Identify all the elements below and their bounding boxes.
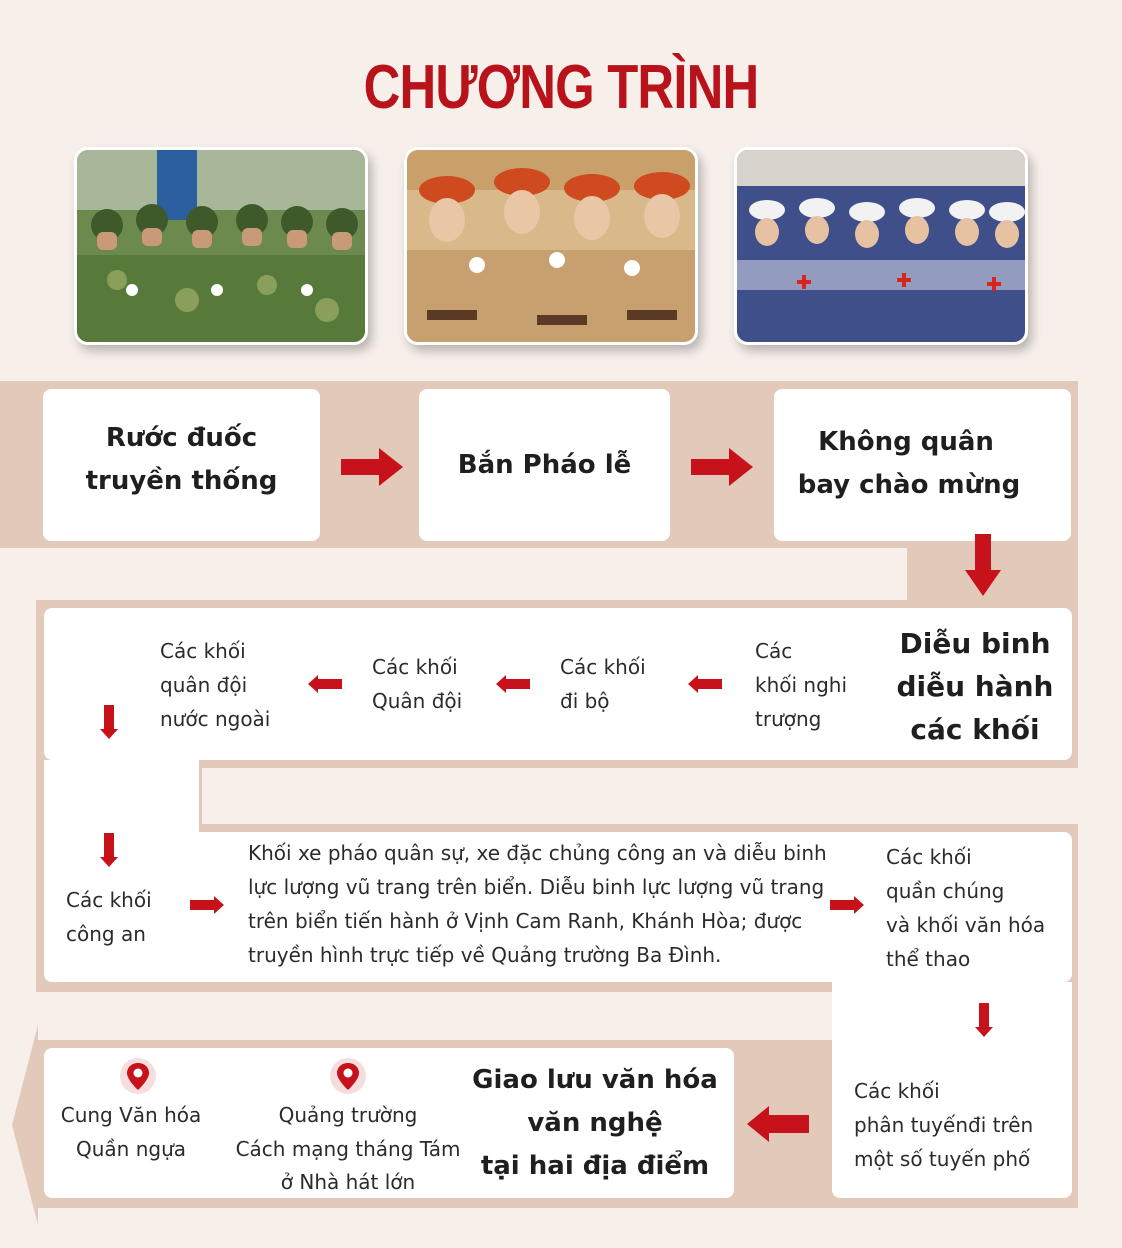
location-palace-line1: Cung Văn hóa <box>60 1103 202 1127</box>
item-ceremonial-line1: Các <box>755 639 793 663</box>
step-salute-label: Bắn Pháo lễ <box>457 450 632 480</box>
arrow-right-icon <box>830 896 864 914</box>
item-street-line2: phân tuyếnđi trên <box>854 1113 1034 1137</box>
step-torch-line2: truyền thống <box>85 466 278 496</box>
step-torch-line1: Rước đuốc <box>105 423 258 453</box>
item-infantry-line2: đi bộ <box>560 689 610 713</box>
item-street-line3: một số tuyến phố <box>854 1147 1031 1171</box>
arrow-down-icon <box>975 1003 993 1037</box>
parade-heading-line1: Diễu binh <box>899 627 1051 660</box>
location-pin-icon <box>330 1058 366 1094</box>
item-foreign-line3: nước ngoài <box>160 707 271 731</box>
item-police-line1: Các khối <box>66 888 152 912</box>
location-palace-line2: Quần ngựa <box>75 1137 186 1161</box>
item-masses-line2: quần chúng <box>886 879 1005 903</box>
arrow-down-icon <box>965 534 1001 596</box>
arrow-right-icon <box>341 448 403 486</box>
item-infantry-line1: Các khối <box>560 655 646 679</box>
item-police-line2: công an <box>66 922 146 946</box>
photo-soldiers <box>74 147 368 345</box>
arrow-left-icon <box>496 675 530 693</box>
vehicles-desc-line3: trên biển tiến hành ở Vịnh Cam Ranh, Khánh Hòa; được <box>248 909 803 933</box>
photo-police <box>404 147 698 345</box>
item-foreign-line2: quân đội <box>160 673 248 697</box>
item-army-line2: Quân đội <box>372 689 463 713</box>
vehicles-desc-line2: lực lượng vũ trang trên biển. Diễu binh lực lượng vũ trang <box>248 875 825 899</box>
parade-heading-line2: diễu hành <box>896 670 1054 703</box>
row4-band-arrowhead <box>10 1025 40 1225</box>
step-airforce-line1: Không quân <box>818 427 994 457</box>
item-masses-line1: Các khối <box>886 845 972 869</box>
item-street-line1: Các khối <box>854 1079 940 1103</box>
location-theatre-line2: Cách mạng tháng Tám <box>235 1137 461 1161</box>
parade-heading-line3: các khối <box>910 713 1040 746</box>
arrow-down-icon <box>100 833 118 867</box>
location-theatre-line1: Quảng trường <box>278 1103 418 1127</box>
culture-heading-line2: văn nghệ <box>527 1108 663 1138</box>
location-pin-icon <box>120 1058 156 1094</box>
culture-heading-line3: tại hai địa điểm <box>480 1151 710 1181</box>
culture-heading-line1: Giao lưu văn hóa <box>472 1065 718 1095</box>
arrow-right-icon <box>691 448 753 486</box>
location-theatre-line3: ở Nhà hát lớn <box>280 1170 416 1194</box>
arrow-right-icon <box>190 896 224 914</box>
item-ceremonial-line3: trượng <box>755 707 822 731</box>
item-army-line1: Các khối <box>372 655 458 679</box>
arrow-left-icon <box>747 1106 809 1142</box>
photo-medics <box>734 147 1028 345</box>
step-airforce-line2: bay chào mừng <box>797 470 1021 500</box>
arrow-left-icon <box>688 675 722 693</box>
item-masses-line4: thể thao <box>886 947 971 971</box>
item-masses-line3: và khối văn hóa <box>886 913 1046 937</box>
vehicles-desc-line1: Khối xe pháo quân sự, xe đặc chủng công an và diễu binh <box>248 841 827 865</box>
vehicles-desc-line4: truyền hình trực tiếp về Quảng trường Ba Đình. <box>248 943 722 967</box>
page-title: CHƯƠNG TRÌNH <box>363 53 759 122</box>
item-foreign-line1: Các khối <box>160 639 246 663</box>
arrow-left-icon <box>308 675 342 693</box>
arrow-down-icon <box>100 705 118 739</box>
item-ceremonial-line2: khối nghi <box>755 673 848 697</box>
